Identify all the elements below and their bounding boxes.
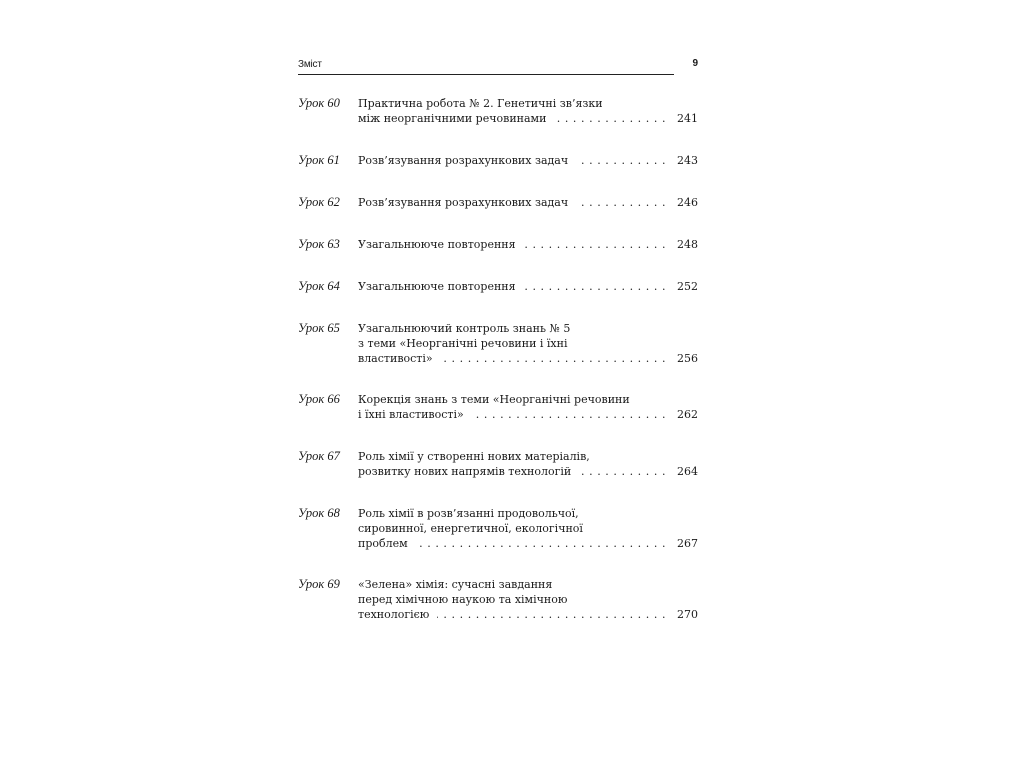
lesson-title-line (358, 506, 698, 521)
dot-leader (524, 279, 666, 294)
lesson-title-text: Узагальнююче повторення (358, 280, 516, 293)
lesson-title-text: Узагальнюючий контроль знань № 5 (358, 322, 571, 335)
lesson-title-line (358, 577, 698, 592)
toc-page-number: 246 (677, 196, 698, 209)
lesson-title-line (358, 111, 698, 126)
lesson-title-text: Узагальнююче повторення (358, 238, 516, 251)
lesson-title-line (358, 607, 698, 622)
lesson-title (358, 449, 698, 479)
lesson-title-text: властивості» (358, 352, 433, 365)
lesson-title-line (358, 336, 698, 351)
lesson-title-text: Роль хімії в розв’язанні продовольчої, (358, 507, 579, 520)
dot-leader (524, 237, 666, 252)
dot-leader (579, 464, 666, 479)
lesson-label: Урок 68 (298, 506, 340, 520)
lesson-title (358, 577, 698, 622)
lesson-title (358, 392, 698, 422)
lesson-title-text: «Зелена» хімія: сучасні завдання (358, 578, 553, 591)
lesson-title (358, 321, 698, 366)
toc-page-number: 252 (677, 280, 698, 293)
dot-leader (472, 407, 666, 422)
lesson-title-line (358, 96, 698, 111)
lesson-label: Урок 62 (298, 195, 340, 209)
lesson-label: Урок 60 (298, 96, 340, 110)
lesson-title-text: Практична робота № 2. Генетичні зв’язки (358, 97, 603, 110)
lesson-title (358, 195, 698, 210)
lesson-title-text: Розв’язування розрахункових задач (358, 196, 569, 209)
lesson-title-line (358, 592, 698, 607)
lesson-title-text: Розв’язування розрахункових задач (358, 154, 569, 167)
lesson-title-text: між неорганічними речовинами (358, 112, 547, 125)
lesson-title-text: Корекція знань з теми «Неорганічні речовини (358, 393, 630, 406)
lesson-label: Урок 69 (298, 577, 340, 591)
lesson-title-line (358, 153, 698, 168)
lesson-label: Урок 65 (298, 321, 340, 335)
lesson-label: Урок 67 (298, 449, 340, 463)
lesson-title (358, 237, 698, 252)
lesson-title-line (358, 464, 698, 479)
lesson-title-line (358, 237, 698, 252)
lesson-title-line (358, 536, 698, 551)
lesson-title (358, 153, 698, 168)
page-header (298, 56, 698, 76)
lesson-title (358, 279, 698, 294)
dot-leader (576, 153, 666, 168)
dot-leader (441, 351, 666, 366)
lesson-title-text: сировинної, енергетичної, екологічної (358, 522, 583, 535)
lesson-label: Урок 61 (298, 153, 340, 167)
dot-leader (554, 111, 666, 126)
lesson-title-text: з теми «Неорганічні речовини і їхні (358, 337, 568, 350)
toc-page-number: 243 (677, 154, 698, 167)
toc-page-number: 270 (677, 608, 698, 621)
toc-page-number: 262 (677, 408, 698, 421)
toc-page-number: 264 (677, 465, 698, 478)
lesson-title (358, 96, 698, 126)
header-rule (298, 74, 674, 75)
lesson-title-line (358, 407, 698, 422)
lesson-title-text: і їхні властивості» (358, 408, 464, 421)
lesson-label: Урок 66 (298, 392, 340, 406)
lesson-title-text: розвитку нових напрямів технологій (358, 465, 572, 478)
lesson-title-line (358, 392, 698, 407)
lesson-title-line (358, 279, 698, 294)
lesson-title-text: технологією (358, 608, 430, 621)
page-number: 9 (692, 58, 698, 69)
toc-page-number: 248 (677, 238, 698, 251)
toc-page-number: 256 (677, 352, 698, 365)
lesson-title (358, 506, 698, 551)
lesson-title-text: проблем (358, 537, 408, 550)
lesson-title-text: Роль хімії у створенні нових матеріалів, (358, 450, 590, 463)
dot-leader (416, 536, 666, 551)
lesson-title-line (358, 351, 698, 366)
lesson-label: Урок 64 (298, 279, 340, 293)
toc-page-number: 267 (677, 537, 698, 550)
lesson-title-line (358, 521, 698, 536)
lesson-title-text: перед хімічною наукою та хімічною (358, 593, 568, 606)
lesson-title-line (358, 195, 698, 210)
dot-leader (437, 607, 666, 622)
running-header-title: Зміст (298, 59, 322, 70)
lesson-label: Урок 63 (298, 237, 340, 251)
lesson-title-line (358, 321, 698, 336)
toc-page-number: 241 (677, 112, 698, 125)
lesson-title-line (358, 449, 698, 464)
dot-leader (576, 195, 666, 210)
